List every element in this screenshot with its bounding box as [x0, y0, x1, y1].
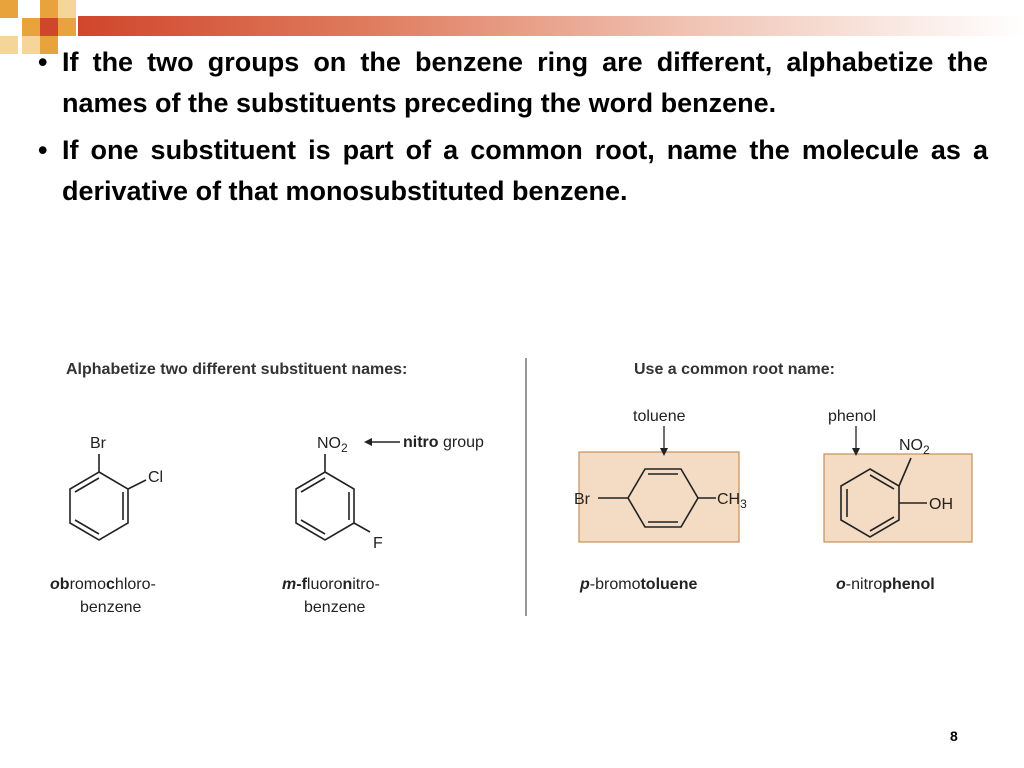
bullet-dot: • [38, 47, 48, 77]
bullet-list [38, 42, 988, 218]
toluene-highlight-box [579, 452, 739, 542]
deco-square [0, 36, 18, 54]
name-line1-tail: hloro- [114, 576, 156, 593]
name-root: phenol [882, 576, 935, 593]
bullet-item [38, 42, 988, 124]
nitro-bold: nitro [403, 434, 439, 451]
name-m-fluoronitrobenzene [282, 576, 380, 593]
name-prefix: p [580, 576, 590, 593]
toluene-root-label: toluene [633, 408, 686, 425]
name-p-bromotoluene [579, 576, 697, 593]
name-o-nitrophenol [836, 576, 935, 593]
oh-label: OH [929, 496, 953, 513]
no2-text: NO [899, 437, 923, 454]
bond-f [354, 523, 370, 532]
name-prefix: m [282, 576, 297, 593]
molecule-o-bromochlorobenzene [70, 435, 163, 540]
benzene-ring [296, 472, 354, 540]
double-bond [75, 520, 99, 534]
naming-figure [0, 340, 1024, 630]
f-label: F [373, 535, 383, 552]
ch3-text: CH [717, 491, 741, 508]
left-section-title: Alphabetize two different substituent names: [66, 361, 408, 378]
ch3-subscript: 3 [740, 497, 747, 511]
name-prefix: o [50, 576, 60, 593]
name-n: n [342, 576, 353, 593]
nitro-arrow-head [364, 438, 372, 446]
name-f: -f [296, 576, 307, 593]
name-line2: benzene [80, 599, 142, 616]
bullet-text: If one substituent is part of a common root, name the molecule as a derivative of that monosubstituted benzene. [62, 135, 988, 206]
nitro-group-label [403, 434, 484, 451]
no2-subscript: 2 [341, 441, 348, 455]
cl-label: Cl [148, 469, 164, 486]
deco-square [40, 18, 58, 36]
deco-square [58, 18, 76, 36]
deco-square [40, 0, 58, 18]
no2-subscript: 2 [923, 443, 930, 457]
name-line1-rest: romo [69, 576, 107, 593]
name-b: b [59, 576, 70, 593]
name-c: c [106, 576, 115, 593]
bullet-dot: • [38, 135, 48, 165]
page-number: 8 [950, 728, 958, 744]
no2-text: NO [317, 435, 341, 452]
header-band [78, 16, 1024, 36]
deco-square [58, 0, 76, 18]
br-label: Br [574, 491, 590, 508]
name-part: luoro [306, 576, 343, 593]
bond-cl [128, 480, 146, 489]
name-root: toluene [640, 576, 698, 593]
name-line2: benzene [304, 599, 366, 616]
name-middle: -nitro [845, 576, 883, 593]
bullet-text: If the two groups on the benzene ring are different, alphabetize the names of the substituents preceding the word benzene. [62, 47, 988, 118]
br-label: Br [90, 435, 106, 452]
double-bond [301, 520, 325, 534]
double-bond [301, 478, 325, 492]
right-section-title: Use a common root name: [634, 361, 835, 378]
name-o-bromochlorobenzene [50, 576, 156, 593]
double-bond [75, 478, 99, 492]
name-prefix: o [836, 576, 846, 593]
deco-square [22, 18, 40, 36]
name-tail: itro- [352, 576, 380, 593]
nitro-group-rest: group [438, 434, 484, 451]
phenol-root-label: phenol [828, 408, 877, 425]
bullet-item [38, 130, 988, 212]
deco-square [0, 0, 18, 18]
name-middle: -bromo [589, 576, 641, 593]
benzene-ring [70, 472, 128, 540]
molecule-m-fluoronitrobenzene [296, 434, 484, 552]
no2-label [317, 435, 348, 455]
